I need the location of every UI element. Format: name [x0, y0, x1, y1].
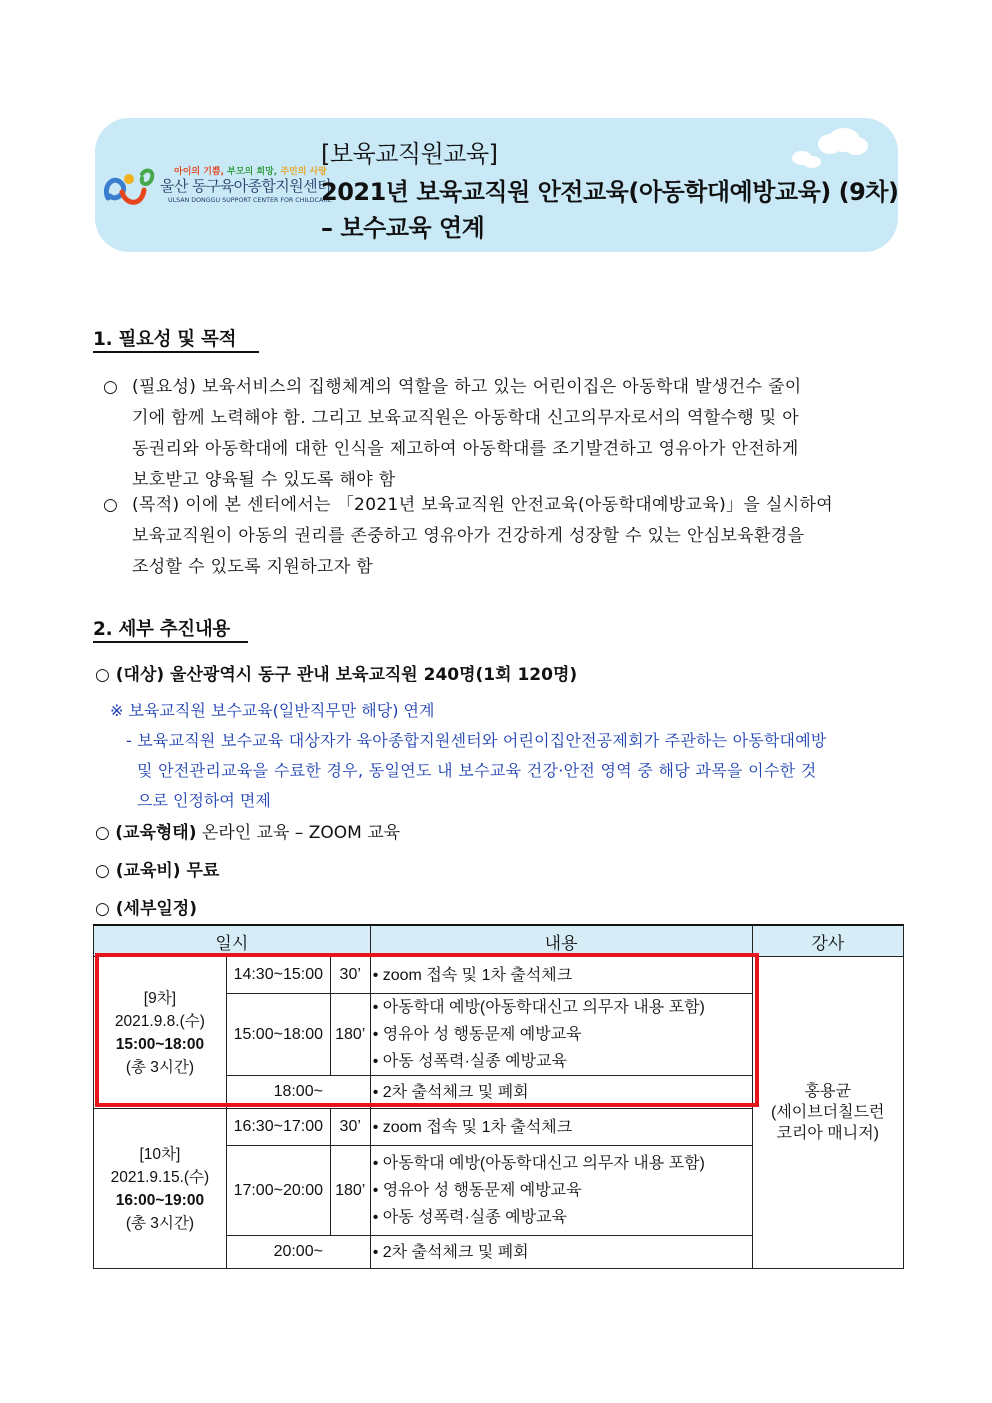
row-time: 15:00~18:00	[226, 994, 330, 1076]
instructor-affiliation-2: 코리아 매니저)	[776, 1125, 879, 1142]
content-item: • 2차 출석체크 및 폐회	[372, 1243, 529, 1261]
content-item: • zoom 접속 및 1차 출석체크	[372, 966, 573, 984]
instructor-cell	[752, 957, 904, 1269]
need-line-3: 동권리와 아동학대에 대한 인식을 제고하여 아동학대를 조기발견하고 영유아가 안전하게	[132, 439, 799, 459]
session-total: (총 3시간)	[125, 1214, 194, 1232]
session-time: 15:00~18:00	[115, 1035, 205, 1053]
table-header-row	[94, 925, 904, 957]
target-line: ○ (대상) 울산광역시 동구 관내 보육교직원 240명(1회 120명)	[95, 665, 578, 685]
content-item: • zoom 접속 및 1차 출석체크	[372, 1118, 573, 1136]
content-item: • 영유아 성 행동문제 예방교육	[372, 1182, 582, 1199]
row-duration: 180’	[330, 994, 370, 1076]
schedule-heading: ○ (세부일정)	[95, 899, 197, 919]
logo-name-en: ULSAN DONGGU SUPPORT CENTER FOR CHILDCARE	[168, 197, 332, 204]
row-time: 20:00~	[226, 1236, 370, 1269]
format-label: (교육형태)	[115, 823, 197, 843]
content-item: • 2차 출석체크 및 폐회	[372, 1083, 529, 1101]
session-time: 16:00~19:00	[115, 1191, 205, 1209]
row-content	[370, 1109, 752, 1146]
session-10-info	[94, 1109, 227, 1269]
section1-underline	[93, 351, 259, 353]
section1-heading: 1. 필요성 및 목적	[93, 329, 237, 350]
section2-underline	[93, 641, 248, 643]
session-date: 2021.9.15.(수)	[110, 1168, 210, 1186]
note-detail-line-3: 으로 인정하여 면제	[137, 791, 271, 810]
content-item: • 아동학대 예방(아동학대신고 의무자 내용 포함)	[372, 999, 705, 1016]
row-time: 14:30~15:00	[226, 957, 330, 994]
session-round: [9차]	[143, 989, 177, 1007]
section1-item-need	[103, 372, 898, 496]
continuing-education-note: ※ 보육교직원 보수교육(일반직무만 해당) 연계	[110, 701, 435, 720]
doc-subtitle: – 보수교육 연계	[321, 214, 485, 242]
header-instructor: 강사	[752, 925, 904, 957]
logo-slogan-2: 부모의 희망,	[227, 167, 278, 177]
row-duration: 180’	[330, 1146, 370, 1236]
need-line-4: 보호받고 양육될 수 있도록 해야 함	[132, 470, 396, 490]
session-9-highlight-box	[95, 953, 759, 1107]
content-item: • 아동 성폭력·실종 예방교육	[372, 1053, 567, 1070]
purpose-line-3: 조성할 수 있도록 지원하고자 함	[132, 557, 374, 577]
fee-line: ○ (교육비) 무료	[95, 861, 220, 881]
need-line-2: 기에 함께 노력해야 함. 그리고 보육교직원은 아동학대 신고의무자로서의 역할수행 및 아	[132, 408, 800, 428]
need-text	[132, 372, 898, 496]
row-time: 16:30~17:00	[226, 1109, 330, 1146]
row-duration: 30’	[330, 957, 370, 994]
row-content	[370, 1236, 752, 1269]
instructor-name: 홍용균	[804, 1083, 851, 1100]
session-round: [10차]	[139, 1145, 181, 1163]
circle-bullet: ○	[103, 495, 118, 515]
session-date: 2021.9.8.(수)	[114, 1012, 205, 1030]
format-value: 온라인 교육 – ZOOM 교육	[201, 823, 401, 843]
content-item: • 아동 성폭력·실종 예방교육	[372, 1209, 567, 1226]
section1-item-purpose	[103, 490, 898, 583]
center-logo-symbol	[102, 162, 158, 212]
doc-category: [보육교직원교육]	[321, 140, 498, 168]
circle-bullet: ○	[95, 823, 110, 843]
cloud-decoration	[786, 122, 870, 174]
need-line-1: (필요성) 보육서비스의 집행체계의 역할을 하고 있는 어린이집은 아동학대 발생건수 줄이	[132, 377, 802, 397]
format-line	[95, 818, 400, 843]
purpose-line-2: 보육교직원이 아동의 권리를 존중하고 영유아가 건강하게 성장할 수 있는 안심보육환경을	[132, 526, 805, 546]
note-detail-line-1: - 보육교직원 보수교육 대상자가 육아종합지원센터와 어린이집안전공제회가 주관하는 아동학대예방	[126, 731, 827, 750]
session-total: (총 3시간)	[125, 1058, 194, 1076]
purpose-text	[132, 490, 898, 583]
section2-heading: 2. 세부 추진내용	[93, 619, 231, 640]
header-content: 내용	[370, 925, 752, 957]
circle-bullet: ○	[103, 377, 118, 397]
logo-slogan-1: 아이의 기쁨,	[174, 167, 225, 177]
row-time: 18:00~	[226, 1076, 370, 1109]
instructor-affiliation-1: (세이브더칠드런	[770, 1104, 885, 1121]
row-time: 17:00~20:00	[226, 1146, 330, 1236]
purpose-line-1: (목적) 이에 본 센터에서는 「2021년 보육교직원 안전교육(아동학대예방교육)」을 실시하여	[132, 495, 834, 515]
row-content	[370, 1146, 752, 1236]
doc-title: 2021년 보육교직원 안전교육(아동학대예방교육) (9차)	[321, 178, 899, 206]
header-datetime: 일시	[94, 925, 371, 957]
center-logo	[102, 162, 332, 212]
note-detail-line-2: 및 안전관리교육을 수료한 경우, 동일연도 내 보수교육 건강·안전 영역 중 해당 과목을 이수한 것	[137, 761, 817, 780]
row-duration: 30’	[330, 1109, 370, 1146]
content-item: • 아동학대 예방(아동학대신고 의무자 내용 포함)	[372, 1155, 705, 1172]
logo-name: 울산 동구육아종합지원센터	[160, 177, 331, 195]
logo-slogan-3: 주민의 사랑	[280, 167, 327, 177]
content-item: • 영유아 성 행동문제 예방교육	[372, 1026, 582, 1043]
